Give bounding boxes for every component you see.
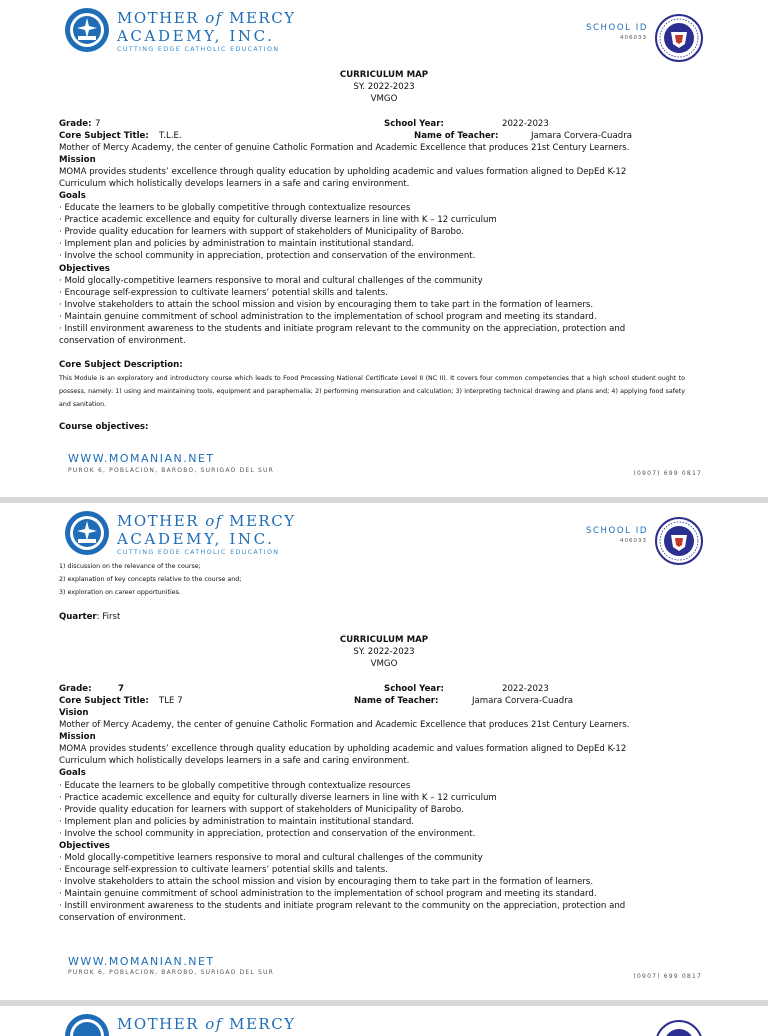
school-year-heading: SY. 2022-2023	[353, 82, 415, 92]
mission-label: Mission	[59, 732, 96, 742]
school-id-label: SCHOOL ID	[586, 23, 648, 33]
curriculum-map-title: CURRICULUM MAP	[339, 635, 429, 645]
academy-name-line1: MOTHER of MERCY	[117, 9, 296, 27]
school-address: PUROK 6, POBLACION, BAROBO, SURIGAO DEL SUR	[68, 467, 275, 474]
document-page-2	[0, 503, 768, 1000]
objective-item: · Instill environment awareness to the students and initiate program relevant to the community on the appreciation, protection and	[59, 324, 626, 334]
goal-item: · Practice academic excellence and equity for culturally diverse learners in line with K – 12 curriculum	[59, 215, 497, 225]
academy-name-line1: MOTHER of MERCY	[117, 1015, 296, 1033]
subject-title-value: TLE 7	[159, 696, 183, 706]
objectives-label: Objectives	[59, 841, 110, 851]
vision-label: Vision	[59, 708, 89, 718]
teacher-label: Name of Teacher:	[414, 131, 499, 141]
objective-item: · Maintain genuine commitment of school administration to the implementation of school program and meeting its standard.	[59, 889, 597, 899]
website-link[interactable]: WWW.MOMANIAN.NET	[68, 955, 215, 968]
vision-text: Mother of Mercy Academy, the center of genuine Catholic Formation and Academic Excellence that produces 21st Century Learners.	[59, 143, 630, 153]
objective-item: · Maintain genuine commitment of school administration to the implementation of school program and meeting its standard.	[59, 312, 597, 322]
goal-item: · Provide quality education for learners with support of stakeholders of Municipality of Barobo.	[59, 227, 464, 237]
subject-description-label: Core Subject Description:	[59, 360, 183, 370]
course-objective-item: 1) discussion on the relevance of the course;	[59, 563, 201, 570]
deped-seal-icon	[655, 517, 703, 565]
subject-title-value: T.L.E.	[159, 131, 182, 141]
school-year-heading: SY. 2022-2023	[353, 647, 415, 657]
grade-label: Grade:	[59, 119, 92, 129]
goal-item: · Provide quality education for learners with support of stakeholders of Municipality of Barobo.	[59, 805, 464, 815]
goals-label: Goals	[59, 768, 86, 778]
website-link[interactable]: WWW.MOMANIAN.NET	[68, 452, 215, 465]
school-year-label: School Year:	[384, 119, 444, 129]
school-phone: (0907) 699 0817	[633, 973, 702, 980]
school-year-label: School Year:	[384, 684, 444, 694]
deped-seal-icon	[655, 14, 703, 62]
goal-item: · Involve the school community in appreciation, protection and conservation of the environment.	[59, 251, 476, 261]
objective-item: · Encourage self-expression to cultivate learners’ potential skills and talents.	[59, 288, 388, 298]
objective-item: · Instill environment awareness to the students and initiate program relevant to the community on the appreciation, protection and	[59, 901, 626, 911]
academy-name-line2: ACADEMY, INC.	[117, 27, 275, 45]
mission-text: MOMA provides students’ excellence through quality education by upholding academic and values formation aligned to DepEd K-12	[59, 167, 627, 177]
academy-name-line1: MOTHER of MERCY	[117, 512, 296, 530]
deped-seal-icon	[655, 1020, 703, 1036]
objective-item: · Mold glocally-competitive learners responsive to moral and cultural challenges of the community	[59, 276, 483, 286]
document-page-3	[0, 1006, 768, 1036]
academy-logo	[64, 1013, 110, 1036]
vision-text: Mother of Mercy Academy, the center of genuine Catholic Formation and Academic Excellence that produces 21st Century Learners.	[59, 720, 630, 730]
goal-item: · Implement plan and policies by administration to maintain institutional standard.	[59, 239, 415, 249]
document-page-1	[0, 0, 768, 497]
academy-tagline: CUTTING EDGE CATHOLIC EDUCATION	[117, 45, 280, 53]
goal-item: · Practice academic excellence and equity for culturally diverse learners in line with K – 12 curriculum	[59, 793, 497, 803]
goal-item: · Educate the learners to be globally competitive through contextualize resources	[59, 781, 411, 791]
school-phone: (0907) 699 0817	[633, 470, 702, 477]
teacher-value: Jamara Corvera-Cuadra	[472, 696, 574, 706]
objective-item: conservation of environment.	[59, 913, 186, 923]
goals-label: Goals	[59, 191, 86, 201]
school-id-label: SCHOOL ID	[586, 526, 648, 536]
school-id-number: 406033	[620, 35, 647, 41]
school-address: PUROK 6, POBLACION, BAROBO, SURIGAO DEL SUR	[68, 969, 275, 976]
quarter-line: Quarter: First	[59, 612, 121, 622]
objective-item: · Involve stakeholders to attain the school mission and vision by encouraging them to take part in the formation of learners.	[59, 877, 594, 887]
academy-logo	[64, 7, 110, 53]
mission-text: Curriculum which holistically develops learners in a safe and caring environment.	[59, 756, 410, 766]
goal-item: · Involve the school community in appreciation, protection and conservation of the environment.	[59, 829, 476, 839]
goal-item: · Implement plan and policies by administration to maintain institutional standard.	[59, 817, 415, 827]
objectives-label: Objectives	[59, 264, 110, 274]
school-id-number: 406033	[620, 538, 647, 544]
subject-title-label: Core Subject Title:	[59, 131, 149, 141]
academy-name-line2: ACADEMY, INC.	[117, 530, 275, 548]
mission-text: Curriculum which holistically develops learners in a safe and caring environment.	[59, 179, 410, 189]
vmgo-heading: VMGO	[370, 94, 398, 104]
goal-item: · Educate the learners to be globally competitive through contextualize resources	[59, 203, 411, 213]
objective-item: · Involve stakeholders to attain the school mission and vision by encouraging them to take part in the formation of learners.	[59, 300, 594, 310]
course-objectives-label: Course objectives:	[59, 422, 149, 432]
objective-item: conservation of environment.	[59, 336, 186, 346]
subject-description-text: This Module is an exploratory and introductory course which leads to Food Processing National Certificate Level II (NC II). It covers four common competencies that a high school student ought to possess, namely: 1) using and maintaining tools, equipment and paraphernalia; 2) performing mensuration and calculation; 3) interpreting technical drawing and plans and; 4) applying food safety and sanitation.	[59, 375, 685, 408]
curriculum-map-title: CURRICULUM MAP	[339, 70, 429, 80]
vmgo-heading: VMGO	[370, 659, 398, 669]
grade-label: Grade:	[59, 684, 92, 694]
mission-text: MOMA provides students’ excellence through quality education by upholding academic and values formation aligned to DepEd K-12	[59, 744, 627, 754]
school-year-value: 2022-2023	[502, 119, 549, 129]
mission-label: Mission	[59, 155, 96, 165]
objective-item: · Mold glocally-competitive learners responsive to moral and cultural challenges of the community	[59, 853, 483, 863]
letterhead	[0, 0, 768, 70]
grade-value: 7	[118, 684, 124, 694]
course-objective-item: 2) explanation of key concepts relative to the course and;	[59, 576, 242, 583]
school-year-value: 2022-2023	[502, 684, 549, 694]
teacher-label: Name of Teacher:	[354, 696, 439, 706]
course-objective-item: 3) exploration on career opportunities.	[59, 589, 181, 596]
subject-title-label: Core Subject Title:	[59, 696, 149, 706]
objective-item: · Encourage self-expression to cultivate learners’ potential skills and talents.	[59, 865, 388, 875]
teacher-value: Jamara Corvera-Cuadra	[531, 131, 633, 141]
grade-value: 7	[95, 119, 101, 129]
academy-logo	[64, 510, 110, 556]
academy-tagline: CUTTING EDGE CATHOLIC EDUCATION	[117, 548, 280, 556]
